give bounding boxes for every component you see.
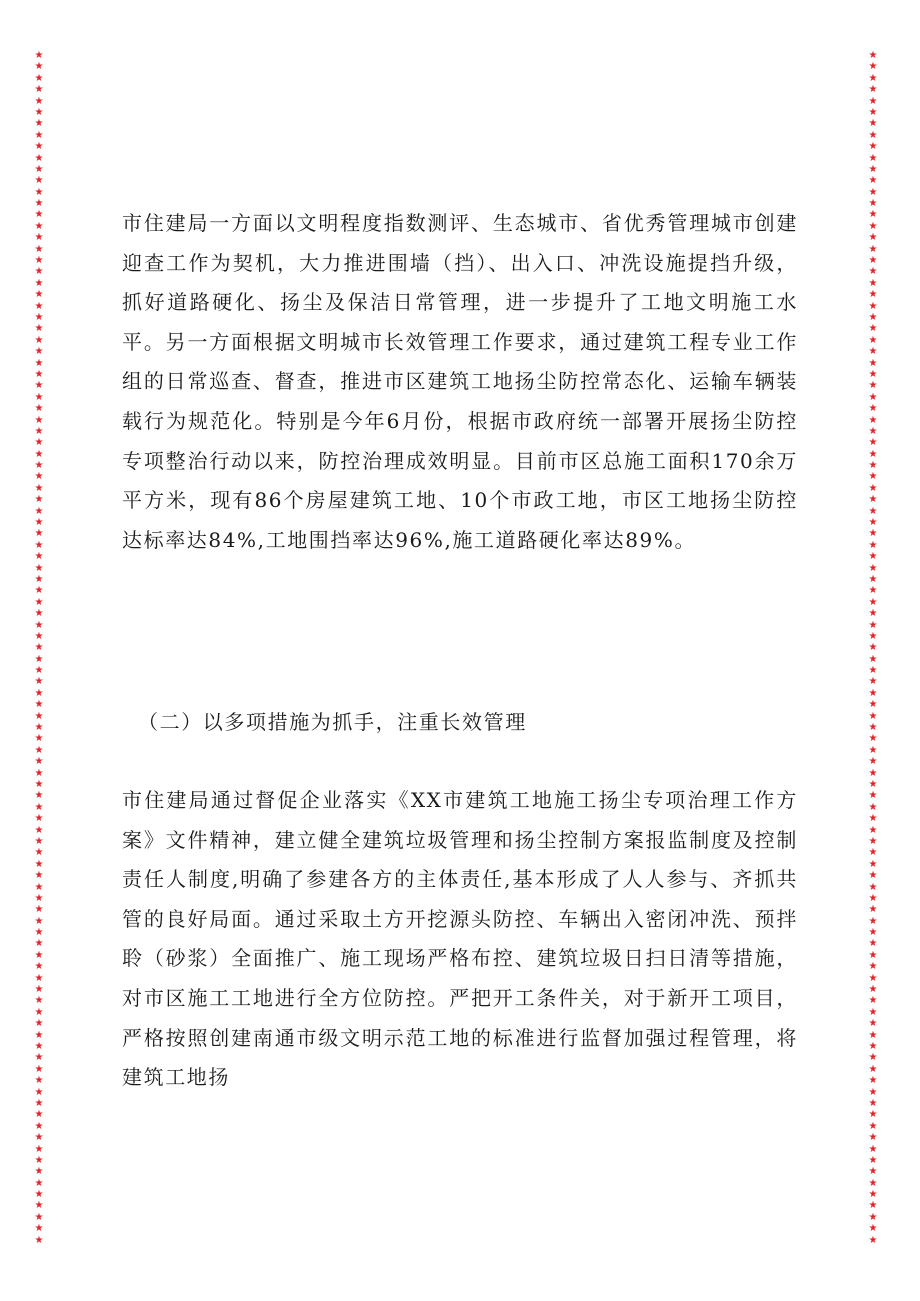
star-icon: ★	[34, 927, 44, 939]
star-icon: ★	[34, 1154, 44, 1166]
star-icon: ★	[34, 699, 44, 711]
star-icon: ★	[34, 585, 44, 597]
star-icon: ★	[34, 870, 44, 882]
star-icon: ★	[868, 562, 878, 574]
right-star-border	[866, 50, 880, 1246]
star-icon: ★	[868, 129, 878, 141]
star-icon: ★	[868, 277, 878, 289]
star-icon: ★	[868, 995, 878, 1007]
star-icon: ★	[34, 539, 44, 551]
star-icon: ★	[868, 824, 878, 836]
star-icon: ★	[868, 972, 878, 984]
star-icon: ★	[868, 1109, 878, 1121]
star-icon: ★	[868, 1211, 878, 1223]
star-icon: ★	[868, 141, 878, 153]
star-icon: ★	[868, 949, 878, 961]
star-icon: ★	[34, 687, 44, 699]
star-icon: ★	[868, 733, 878, 745]
star-icon: ★	[34, 357, 44, 369]
star-icon: ★	[868, 801, 878, 813]
star-icon: ★	[34, 1143, 44, 1155]
star-icon: ★	[868, 346, 878, 358]
star-icon: ★	[868, 665, 878, 677]
star-icon: ★	[34, 892, 44, 904]
star-icon: ★	[868, 1063, 878, 1075]
section-heading: （二）以多项措施为抓手，注重长效管理	[138, 710, 527, 734]
star-icon: ★	[34, 323, 44, 335]
star-icon: ★	[868, 1052, 878, 1064]
star-icon: ★	[868, 323, 878, 335]
star-icon: ★	[34, 676, 44, 688]
star-icon: ★	[868, 334, 878, 346]
star-icon: ★	[868, 904, 878, 916]
star-icon: ★	[34, 835, 44, 847]
star-icon: ★	[868, 630, 878, 642]
star-icon: ★	[868, 653, 878, 665]
star-icon: ★	[34, 1063, 44, 1075]
star-icon: ★	[868, 72, 878, 84]
star-icon: ★	[868, 175, 878, 187]
star-icon: ★	[868, 984, 878, 996]
star-icon: ★	[868, 585, 878, 597]
star-icon: ★	[34, 904, 44, 916]
star-icon: ★	[34, 824, 44, 836]
star-icon: ★	[868, 767, 878, 779]
star-icon: ★	[868, 95, 878, 107]
star-icon: ★	[34, 141, 44, 153]
star-icon: ★	[868, 596, 878, 608]
star-icon: ★	[868, 471, 878, 483]
star-icon: ★	[34, 50, 44, 61]
star-icon: ★	[34, 232, 44, 244]
star-icon: ★	[34, 722, 44, 734]
star-icon: ★	[868, 1040, 878, 1052]
star-icon: ★	[34, 209, 44, 221]
star-icon: ★	[34, 1189, 44, 1201]
star-icon: ★	[868, 50, 878, 61]
star-icon: ★	[34, 84, 44, 96]
star-icon: ★	[868, 380, 878, 392]
star-icon: ★	[34, 1006, 44, 1018]
star-icon: ★	[34, 243, 44, 255]
star-icon: ★	[868, 699, 878, 711]
left-star-border	[32, 50, 46, 1246]
star-icon: ★	[34, 1223, 44, 1235]
star-icon: ★	[34, 152, 44, 164]
star-icon: ★	[868, 847, 878, 859]
star-icon: ★	[868, 448, 878, 460]
star-icon: ★	[34, 630, 44, 642]
star-icon: ★	[34, 608, 44, 620]
star-icon: ★	[868, 84, 878, 96]
star-icon: ★	[868, 391, 878, 403]
star-icon: ★	[868, 106, 878, 118]
star-icon: ★	[34, 175, 44, 187]
star-icon: ★	[34, 1132, 44, 1144]
star-icon: ★	[868, 551, 878, 563]
star-icon: ★	[34, 915, 44, 927]
star-icon: ★	[868, 710, 878, 722]
star-icon: ★	[868, 220, 878, 232]
star-icon: ★	[868, 1234, 878, 1246]
star-icon: ★	[34, 801, 44, 813]
star-icon: ★	[34, 1200, 44, 1212]
star-icon: ★	[868, 505, 878, 517]
star-icon: ★	[34, 505, 44, 517]
star-icon: ★	[34, 72, 44, 84]
star-icon: ★	[868, 1120, 878, 1132]
star-icon: ★	[868, 608, 878, 620]
star-icon: ★	[868, 414, 878, 426]
star-icon: ★	[34, 562, 44, 574]
star-icon: ★	[34, 391, 44, 403]
star-icon: ★	[34, 813, 44, 825]
star-icon: ★	[34, 517, 44, 529]
star-icon: ★	[868, 437, 878, 449]
star-icon: ★	[868, 1018, 878, 1030]
star-icon: ★	[34, 1234, 44, 1246]
star-icon: ★	[868, 938, 878, 950]
star-icon: ★	[34, 494, 44, 506]
star-icon: ★	[868, 300, 878, 312]
star-icon: ★	[34, 881, 44, 893]
star-icon: ★	[868, 209, 878, 221]
star-icon: ★	[34, 596, 44, 608]
star-icon: ★	[34, 1086, 44, 1098]
star-icon: ★	[868, 790, 878, 802]
document-body-bottom	[122, 781, 798, 1098]
star-icon: ★	[868, 198, 878, 210]
star-icon: ★	[34, 255, 44, 267]
star-icon: ★	[34, 61, 44, 73]
star-icon: ★	[868, 311, 878, 323]
star-icon: ★	[868, 915, 878, 927]
star-icon: ★	[868, 539, 878, 551]
star-icon: ★	[868, 813, 878, 825]
star-icon: ★	[868, 1223, 878, 1235]
star-icon: ★	[868, 1086, 878, 1098]
star-icon: ★	[868, 368, 878, 380]
star-icon: ★	[868, 619, 878, 631]
star-icon: ★	[868, 232, 878, 244]
star-icon: ★	[34, 710, 44, 722]
star-icon: ★	[34, 1018, 44, 1030]
star-icon: ★	[34, 767, 44, 779]
star-icon: ★	[868, 163, 878, 175]
star-icon: ★	[868, 1166, 878, 1178]
star-icon: ★	[34, 460, 44, 472]
star-icon: ★	[34, 1166, 44, 1178]
star-icon: ★	[34, 346, 44, 358]
star-icon: ★	[868, 892, 878, 904]
paragraph-dust-control-overview: 市住建局一方面以文明程度指数测评、生态城市、省优秀管理城市创建迎查工作为契机，大力推进围墙（挡）、出入口、冲洗设施提挡升级，抓好道路硬化、扬尘及保洁日常管理，进一步提升了工地文明施工水平。另一方面根据文明城市长效管理工作要求，通过建筑工程专业工作组的日常巡查、督查，推进市区建筑工地扬尘防控常态化、运输车辆装载行为规范化。特别是今年6月份，根据市政府统一部署开展扬尘防控专项整治行动以来，防控治理成效明显。目前市区总施工面积170余万平方米，现有86个房屋建筑工地、10个市政工地，市区工地扬尘防控达标率达84%,工地围挡率达96%,施工道路硬化率达89%。	[122, 211, 798, 552]
star-icon: ★	[34, 1075, 44, 1087]
star-icon: ★	[34, 938, 44, 950]
star-icon: ★	[868, 482, 878, 494]
star-icon: ★	[34, 403, 44, 415]
star-icon: ★	[868, 289, 878, 301]
star-icon: ★	[868, 676, 878, 688]
star-icon: ★	[34, 756, 44, 768]
star-icon: ★	[34, 414, 44, 426]
star-icon: ★	[34, 1109, 44, 1121]
star-icon: ★	[868, 460, 878, 472]
star-icon: ★	[34, 528, 44, 540]
star-icon: ★	[34, 106, 44, 118]
star-icon: ★	[868, 756, 878, 768]
star-icon: ★	[34, 220, 44, 232]
star-icon: ★	[34, 665, 44, 677]
star-icon: ★	[868, 266, 878, 278]
star-icon: ★	[34, 1120, 44, 1132]
star-icon: ★	[34, 984, 44, 996]
star-icon: ★	[868, 779, 878, 790]
star-icon: ★	[868, 243, 878, 255]
star-icon: ★	[868, 722, 878, 734]
star-icon: ★	[34, 779, 44, 790]
star-icon: ★	[34, 619, 44, 631]
star-icon: ★	[868, 528, 878, 540]
star-icon: ★	[34, 790, 44, 802]
star-icon: ★	[34, 1211, 44, 1223]
star-icon: ★	[34, 972, 44, 984]
star-icon: ★	[34, 482, 44, 494]
star-icon: ★	[868, 927, 878, 939]
star-icon: ★	[34, 186, 44, 198]
star-icon: ★	[34, 311, 44, 323]
star-icon: ★	[34, 163, 44, 175]
star-icon: ★	[868, 1189, 878, 1201]
star-icon: ★	[868, 744, 878, 756]
star-icon: ★	[868, 1029, 878, 1041]
star-icon: ★	[34, 995, 44, 1007]
star-icon: ★	[868, 573, 878, 585]
star-icon: ★	[868, 881, 878, 893]
star-icon: ★	[868, 858, 878, 870]
star-icon: ★	[868, 961, 878, 973]
star-icon: ★	[868, 494, 878, 506]
star-icon: ★	[868, 1177, 878, 1189]
star-icon: ★	[34, 425, 44, 437]
star-icon: ★	[34, 949, 44, 961]
star-icon: ★	[868, 1200, 878, 1212]
star-icon: ★	[868, 1154, 878, 1166]
star-icon: ★	[868, 1132, 878, 1144]
star-icon: ★	[34, 847, 44, 859]
star-icon: ★	[34, 334, 44, 346]
star-icon: ★	[34, 448, 44, 460]
star-icon: ★	[868, 403, 878, 415]
star-icon: ★	[34, 277, 44, 289]
star-icon: ★	[34, 118, 44, 130]
star-icon: ★	[34, 471, 44, 483]
star-icon: ★	[34, 289, 44, 301]
star-icon: ★	[868, 61, 878, 73]
star-icon: ★	[868, 1075, 878, 1087]
star-icon: ★	[34, 1052, 44, 1064]
star-icon: ★	[34, 961, 44, 973]
star-icon: ★	[34, 573, 44, 585]
document-body-top	[122, 204, 798, 560]
star-icon: ★	[868, 1097, 878, 1109]
star-icon: ★	[34, 642, 44, 654]
star-icon: ★	[34, 266, 44, 278]
star-icon: ★	[34, 437, 44, 449]
star-icon: ★	[868, 152, 878, 164]
star-icon: ★	[868, 425, 878, 437]
star-icon: ★	[34, 368, 44, 380]
star-icon: ★	[868, 642, 878, 654]
star-icon: ★	[868, 1143, 878, 1155]
star-icon: ★	[34, 744, 44, 756]
star-icon: ★	[868, 1006, 878, 1018]
star-icon: ★	[34, 300, 44, 312]
star-icon: ★	[34, 653, 44, 665]
star-icon: ★	[868, 118, 878, 130]
star-icon: ★	[868, 357, 878, 369]
star-icon: ★	[34, 1177, 44, 1189]
paragraph-long-term-management: 市住建局通过督促企业落实《XX市建筑工地施工扬尘专项治理工作方案》文件精神，建立健全建筑垃圾管理和扬尘控制方案报监制度及控制责任人制度,明确了参建各方的主体责任,基本形成了人人参与、齐抓共管的良好局面。通过采取土方开挖源头防控、车辆出入密闭冲洗、预拌聆（砂浆）全面推广、施工现场严格布控、建筑垃圾日扫日清等措施，对市区施工工地进行全方位防控。严把开工条件关，对于新开工项目，严格按照创建南通市级文明示范工地的标准进行监督加强过程管理，将建筑工地扬	[122, 788, 798, 1090]
star-icon: ★	[34, 733, 44, 745]
star-icon: ★	[868, 186, 878, 198]
star-icon: ★	[34, 129, 44, 141]
star-icon: ★	[868, 687, 878, 699]
star-icon: ★	[34, 858, 44, 870]
star-icon: ★	[34, 380, 44, 392]
star-icon: ★	[868, 255, 878, 267]
star-icon: ★	[34, 198, 44, 210]
star-icon: ★	[34, 1097, 44, 1109]
star-icon: ★	[34, 1029, 44, 1041]
star-icon: ★	[868, 517, 878, 529]
star-icon: ★	[34, 95, 44, 107]
star-icon: ★	[34, 551, 44, 563]
star-icon: ★	[868, 835, 878, 847]
star-icon: ★	[34, 1040, 44, 1052]
star-icon: ★	[868, 870, 878, 882]
